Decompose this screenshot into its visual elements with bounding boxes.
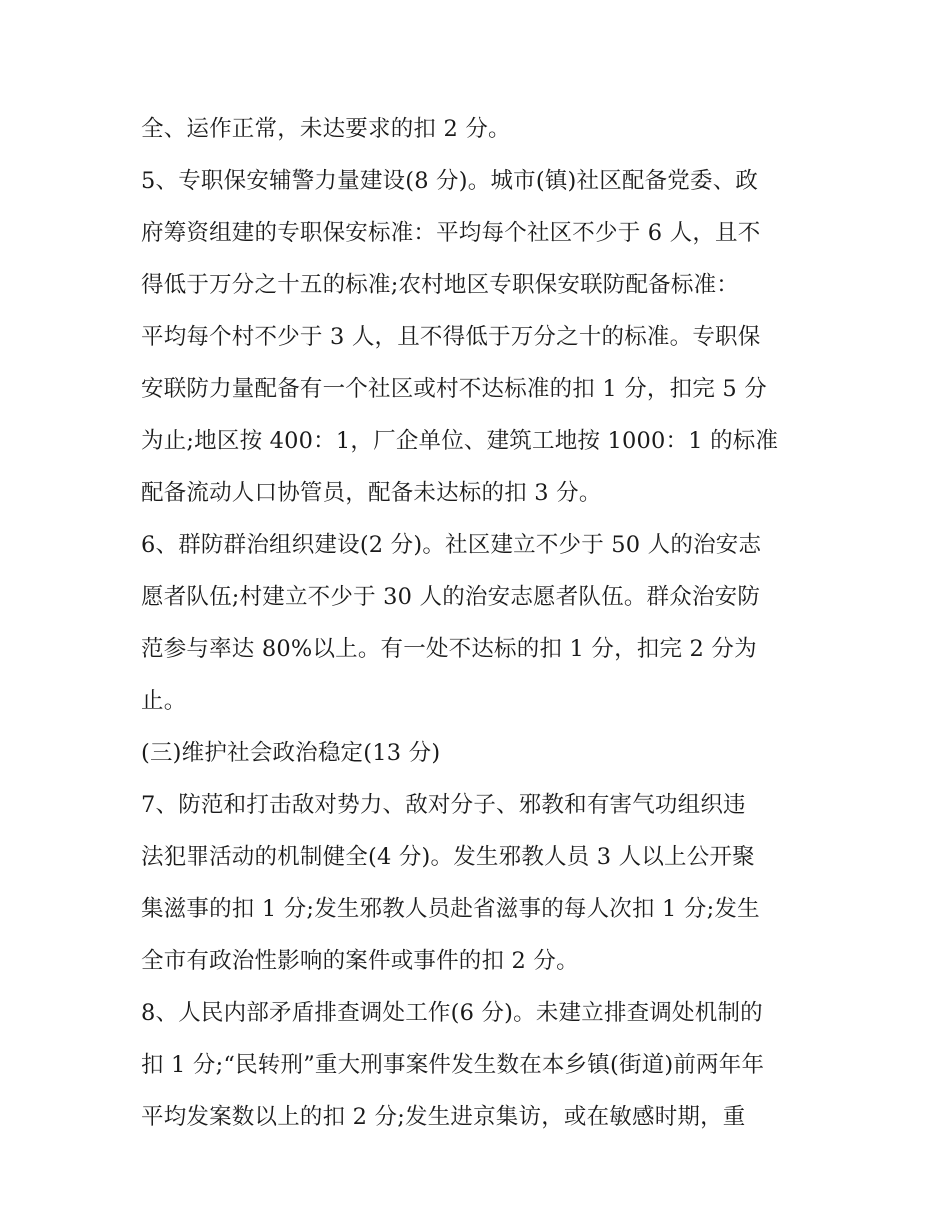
text-line: 止。 [141,688,187,714]
text-line: 平均每个村不少于 3 人，且不得低于万分之十的标准。专职保 [141,324,761,350]
text-line: 扣 1 分;“民转刑”重大刑事案件发生数在本乡镇(街道)前两年年 [141,1052,765,1078]
text-line: 配备流动人口协管员，配备未达标的扣 3 分。 [141,480,602,506]
text-line: 5、专职保安辅警力量建设(8 分)。城市(镇)社区配备党委、政 [141,168,759,194]
text-line: 法犯罪活动的机制健全(4 分)。发生邪教人员 3 人以上公开聚 [141,844,755,870]
text-line: 7、防范和打击敌对势力、敌对分子、邪教和有害气功组织违 [141,792,746,818]
text-line: 安联防力量配备有一个社区或村不达标准的扣 1 分，扣完 5 分 [141,376,767,402]
text-line: 范参与率达 80%以上。有一处不达标的扣 1 分，扣完 2 分为 [141,636,757,662]
text-line: 平均发案数以上的扣 2 分;发生进京集访，或在敏感时期，重 [141,1104,746,1130]
text-line: 6、群防群治组织建设(2 分)。社区建立不少于 50 人的治安志 [141,532,762,558]
text-line: 集滋事的扣 1 分;发生邪教人员赴省滋事的每人次扣 1 分;发生 [141,896,760,922]
text-line: 全市有政治性影响的案件或事件的扣 2 分。 [141,948,579,974]
text-line: 全、运作正常，未达要求的扣 2 分。 [141,116,511,142]
text-line: 愿者队伍;村建立不少于 30 人的治安志愿者队伍。群众治安防 [141,584,761,610]
text-line: 府筹资组建的专职保安标准：平均每个社区不少于 6 人，且不 [141,220,761,246]
text-line: 得低于万分之十五的标准;农村地区专职保安联防配备标准： [141,272,739,298]
text-line: 8、人民内部矛盾排查调处工作(6 分)。未建立排查调处机制的 [141,1000,763,1026]
text-line: 为止;地区按 400：1，厂企单位、建筑工地按 1000：1 的标准 [141,428,779,454]
section-heading: (三)维护社会政治稳定(13 分) [141,740,441,766]
